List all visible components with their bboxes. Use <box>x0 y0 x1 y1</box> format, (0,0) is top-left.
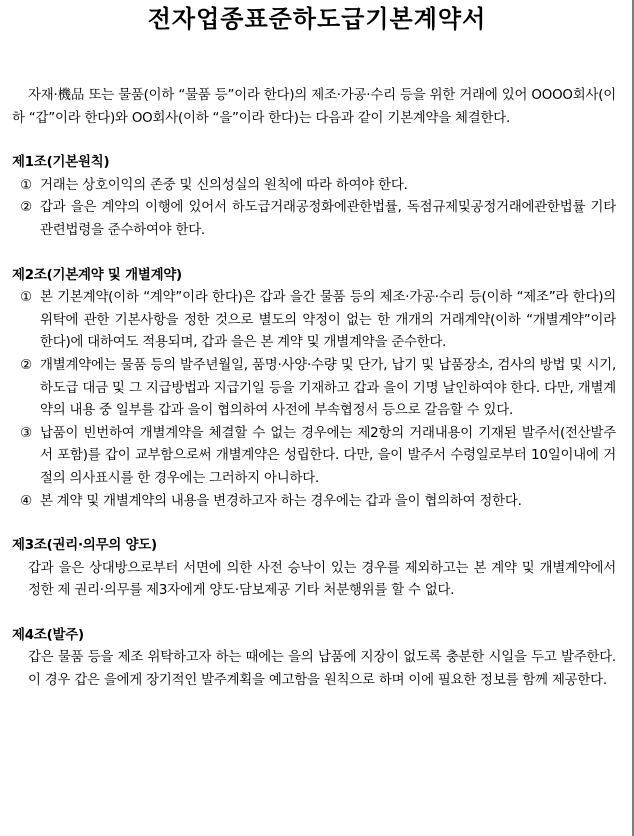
article-3-body: 갑과 을은 상대방으로부터 서면에 의한 사전 승낙이 있는 경우를 제외하고는 본 계약 및 개별계약에서 정한 제 권리·의무를 제3자에게 양도·담보제공 기타 처분행위를 할 수 없다. <box>28 560 616 599</box>
spacer <box>12 243 616 265</box>
article-1-item-1 <box>12 175 616 198</box>
item-number: ② <box>20 200 32 216</box>
item-text: 거래는 상호이익의 존중 및 신의성실의 원칙에 따라 하여야 한다. <box>40 177 408 193</box>
preamble-paragraph: 자재·機品 또는 물품(이하 “물품 등”이라 한다)의 제조·가공·수리 등을 위한 거래에 있어 OOOO회사(이하 “갑”이라 한다)와 OO회사(이하 “을”이라 한다)는 다음과 같이 기본계약을 체결한다. <box>12 88 616 126</box>
item-text: 본 기본계약(이하 “계약”이라 한다)은 갑과 을간 물품 등의 제조·가공·수리 등(이하 “제조”라 한다)의 위탁에 관한 기본사항을 정한 것으로 별도의 약정이 없는 한 개개의 거래계약(이하 “개별계약”이라 한다)에 대하여도 적용되며, 갑과 을은 본 계약 및 개별계약을 준수한다. <box>40 290 616 351</box>
document-title: 전자업종표준하도급기본계약서 <box>147 5 487 33</box>
item-number: ① <box>20 290 32 306</box>
article-2-item-3 <box>12 423 616 491</box>
item-text: 본 계약 및 개별계약의 내용을 변경하고자 하는 경우에는 갑과 을이 협의하여 정한다. <box>40 493 522 509</box>
item-text: 납품이 빈번하여 개별계약을 체결할 수 없는 경우에는 제2항의 거래내용이 기재된 발주서(전산발주서 포함)를 갑이 교부함으로써 개별계약은 성립한다. 다만, 을이 발주서 수령일로부터 10일이내에 거절의 의사표시를 한 경우에는 그러하지 아니하다. <box>40 425 616 486</box>
article-1-heading: 제1조(기본원칙) <box>12 155 110 171</box>
item-text: 갑과 을은 계약의 이행에 있어서 하도급거래공정화에관한법률, 독점규제및공정거래에관한법률 기타 관련법령을 준수하여야 한다. <box>40 200 616 238</box>
item-number: ① <box>20 177 32 193</box>
article-4-heading: 제4조(발주) <box>12 627 84 643</box>
article-2-item-1 <box>12 287 616 355</box>
article-1-item-2 <box>12 197 616 242</box>
item-number: ② <box>20 357 32 373</box>
spacer <box>12 130 616 152</box>
item-number: ③ <box>20 425 32 441</box>
item-number: ④ <box>20 493 32 509</box>
article-2-item-4 <box>12 491 616 514</box>
article-2-item-2 <box>12 355 616 423</box>
article-2-heading: 제2조(기본계약 및 개별계약) <box>12 267 182 283</box>
article-4-body: 갑은 물품 등을 제조 위탁하고자 하는 때에는 을의 납품에 지장이 없도록 충분한 시일을 두고 발주한다. 이 경우 갑은 을에게 장기적인 발주계획을 예고함을 원칙으로 하며 이에 필요한 정보를 함께 제공한다. <box>28 650 616 689</box>
item-text: 개별계약에는 물품 등의 발주년월일, 품명·사양·수량 및 단가, 납기 및 납품장소, 검사의 방법 및 시기, 하도급 대금 및 그 지급방법과 지급기일 등을 기재하고 갑과 을이 기명 날인하여야 한다. 다만, 개별계약의 내용 중 일부를 갑과 을이 협의하여 사전에 부속협정서 등으로 갈음할 수 있다. <box>40 357 616 419</box>
spacer <box>12 603 616 625</box>
document-body <box>12 85 616 693</box>
article-3-heading: 제3조(권리·의무의 양도) <box>12 538 157 554</box>
spacer <box>12 513 616 535</box>
